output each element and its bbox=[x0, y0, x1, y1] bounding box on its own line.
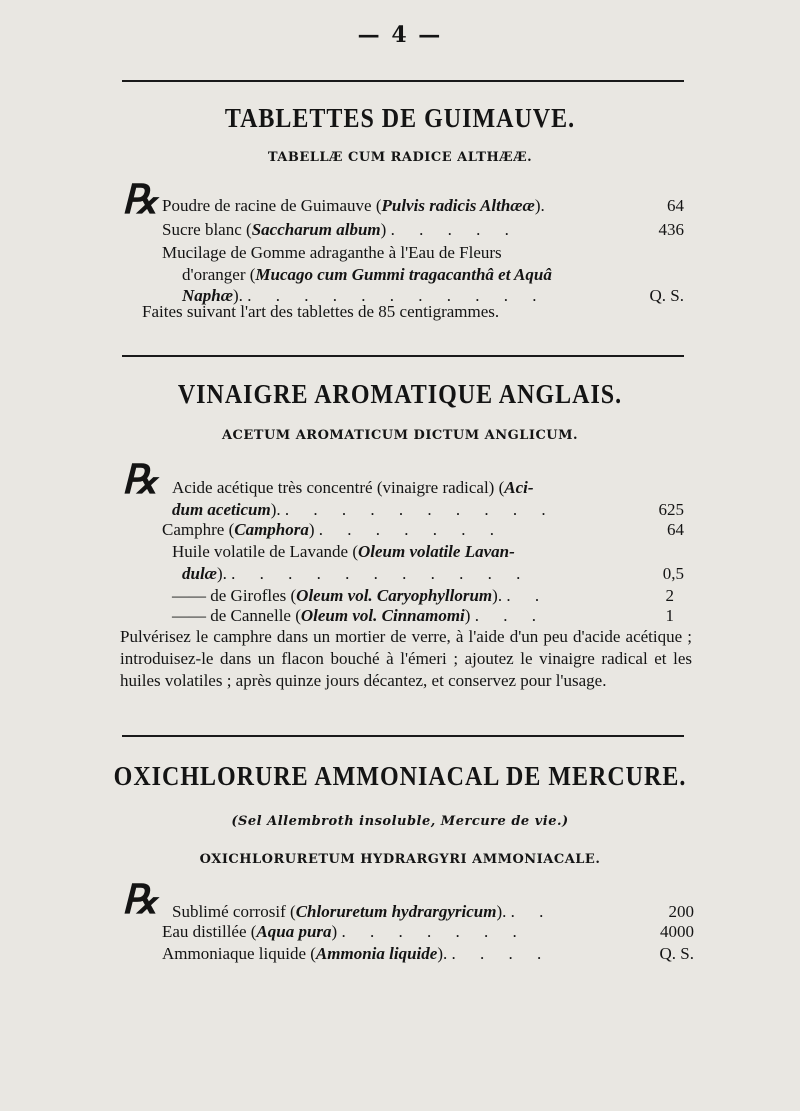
ingredient-line: Sucre blanc (Saccharum album) . . . . . bbox=[162, 220, 519, 239]
ingredient-line: Poudre de racine de Guimauve (Pulvis radicis Althææ). bbox=[162, 196, 545, 215]
ingredient-quantity: 0,5 bbox=[662, 564, 684, 583]
section-title: TABLETTES DE GUIMAUVE. bbox=[224, 103, 576, 134]
ingredient-line: Mucilage de Gomme adraganthe à l'Eau de Fleurs bbox=[162, 243, 502, 262]
ingredient-line: dum aceticum). . . . . . . . . . . bbox=[172, 500, 556, 519]
ingredient-line: —— de Girofles (Oleum vol. Caryophyllorum). . . bbox=[172, 586, 550, 605]
ingredient-line: Naphæ). . . . . . . . . . . . bbox=[182, 286, 547, 305]
ingredient-quantity: 2 bbox=[665, 586, 674, 605]
ingredient-quantity: 1 bbox=[665, 606, 674, 625]
ingredient-quantity: 625 bbox=[658, 500, 684, 519]
ingredient-quantity: 436 bbox=[658, 220, 684, 239]
ingredient-quantity: Q. S. bbox=[659, 944, 694, 963]
ingredient-quantity: 4000 bbox=[660, 922, 694, 941]
ingredient-line: Eau distillée (Aqua pura) . . . . . . . bbox=[162, 922, 527, 941]
preparation-paragraph: Pulvérisez le camphre dans un mortier de verre, à l'aide d'un peu d'acide acétique ; introduisez-le dans un flacon bouché à l'émeri ; ajoutez le vinaigre radical et les huiles volatiles ; après quinze jours décantez, et conservez pour l'usage. bbox=[120, 627, 692, 690]
ingredient-line: d'oranger (Mucago cum Gummi tragacanthâ et Aquâ bbox=[182, 265, 552, 284]
ingredient-quantity: Q. S. bbox=[649, 286, 684, 305]
alternate-names: (Sel Allembroth insoluble, Mercure de vie.) bbox=[231, 814, 569, 829]
section-title: VINAIGRE AROMATIQUE ANGLAIS. bbox=[177, 379, 623, 410]
top-rule bbox=[122, 80, 684, 82]
section-subtitle: TABELLÆ CUM RADICE ALTHÆÆ. bbox=[267, 150, 533, 165]
recipe-symbol-icon: ℞ bbox=[122, 876, 158, 923]
ingredient-quantity: 200 bbox=[668, 902, 694, 921]
ingredient-line: dulæ). . . . . . . . . . . . bbox=[182, 564, 531, 583]
ingredient-quantity: 64 bbox=[667, 196, 684, 215]
ingredient-line: Huile volatile de Lavande (Oleum volatile Lavan- bbox=[172, 542, 515, 561]
section-note: Faites suivant l'art des tablettes de 85 centigrammes. bbox=[142, 302, 500, 321]
section-subtitle: OXICHLORURETUM HYDRARGYRI AMMONIACALE. bbox=[199, 852, 601, 867]
ingredient-quantity: 64 bbox=[667, 520, 684, 539]
section-subtitle: ACETUM AROMATICUM DICTUM ANGLICUM. bbox=[221, 428, 579, 443]
section-divider bbox=[122, 355, 684, 357]
ingredient-line: Ammoniaque liquide (Ammonia liquide). . . . . bbox=[162, 944, 552, 963]
page-number: — 4 — bbox=[357, 22, 443, 48]
ingredient-line: Camphre (Camphora) . . . . . . . bbox=[162, 520, 505, 539]
recipe-symbol-icon: ℞ bbox=[122, 176, 158, 223]
section-title: OXICHLORURE AMMONIACAL DE MERCURE. bbox=[113, 761, 687, 792]
ingredient-line: —— de Cannelle (Oleum vol. Cinnamomi) . . . bbox=[172, 606, 546, 625]
recipe-symbol-icon: ℞ bbox=[122, 456, 158, 503]
section-divider bbox=[122, 735, 684, 737]
ingredient-line: Acide acétique très concentré (vinaigre radical) (Aci- bbox=[172, 478, 534, 497]
ingredient-line: Sublimé corrosif (Chloruretum hydrargyricum). . . bbox=[172, 902, 554, 921]
